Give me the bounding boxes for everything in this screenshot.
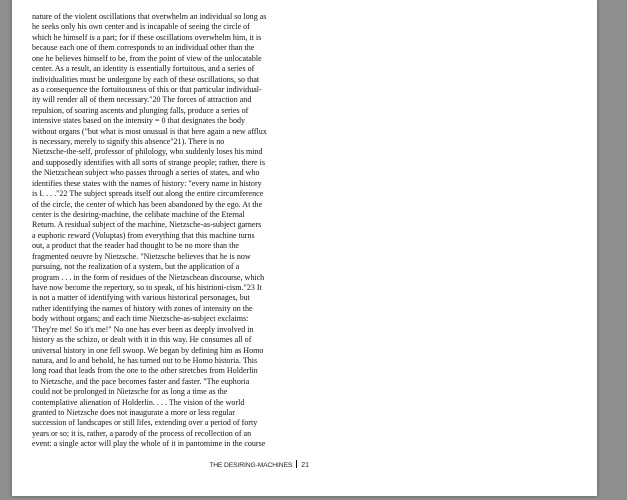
text-line: because each one of them corresponds to an individual other than the [32,43,255,53]
text-line: is not a matter of identifying with various historical personages, but [32,293,250,303]
text-line: 'They're me! So it's me!" No one has ever been as deeply involved in [32,324,254,334]
text-line: center. As a result, an identity is essentially fortuitous, and a series of [32,64,255,74]
text-line: identifies these states with the names of history: "every name in history [32,178,262,188]
text-line: have now become the repertory, so to speak, of his histrioni-cism."23 It [32,282,262,292]
text-line: fragmented oeuvre by Nietzsche. "Nietzsche believes that he is now [32,251,251,261]
footer-separator [296,460,297,468]
text-line: pursuing, not the realization of a system, but the application of a [32,262,240,272]
document-page [12,0,597,496]
text-line: granted to Nietzsche does not inaugurate a more or less regular [32,408,235,418]
text-line: succession of landscapes or still lifes, extending over a period of forty [32,418,258,428]
text-line: and supposedly identifies with all sorts of strange people; rather, there is [32,157,265,167]
text-line: ity will render all of them necessary."20 The forces of attraction and [32,95,252,105]
text-line: of the circle, the center of which has been abandoned by the ego. At the [32,199,263,209]
text-line: nature of the violent oscillations that overwhelm an individual so long as [32,12,267,21]
text-line: the Nietzschean subject who passes through a series of states, and who [32,168,260,178]
text-line: as a consequence the fortuitousness of this or that particular individual- [32,84,262,94]
text-line: contemplative alienation of Holderlin. . . . The vision of the world [32,397,245,407]
page-number: 21 [301,462,309,469]
text-line: is I. . . ."22 The subject spreads itself out along the entire circumference [32,189,264,199]
text-line: Nietzsche-the-self, professor of philology, who suddenly loses his mind [32,147,263,157]
text-line: years or so; it is, rather, a parody of the process of recollection of an [32,428,252,438]
text-line: long road that leads from the one to the other stretches from Holderlin [32,366,258,376]
text-line: program . . . in the form of residues of the Nietzschean discourse, which [32,272,265,282]
text-line: a euphoric reward (Voluptas) from everything that this machine turns [32,230,255,240]
text-line: is necessary, merely to signify this absence"21). There is no [32,137,225,147]
text-line: center is the desiring-machine, the celibate machine of the Eternal [32,210,245,220]
text-line: intensive states based on the intensity = 0 that designates the body [32,116,246,126]
text-line: history as the schizo, or dealt with it in this way. He consumes all of [32,335,252,345]
text-line: body without organs; and each time Nietzsche-as-subject exclaims: [32,314,249,324]
text-line: out, a product that the reader had thought to be no more than the [32,241,239,251]
text-line: universal history in one fell swoop. We began by defining him as Homo [32,345,264,355]
body-text [32,12,303,450]
text-line: to Nietzsche, and the pace becomes faster and faster. "The euphoria [32,376,250,386]
text-line: rather identifying the names of history with zones of intensity on the [32,303,253,313]
text-line: could not be prolonged in Nietzsche for as long a time as the [32,387,228,397]
text-line: repulsion, of soaring ascents and plunging falls, produce a series of [32,105,249,115]
running-footer-title: THE DESIRING-MACHINES [209,462,293,469]
text-line: individualities must be undergone by each of these oscillations, so that [32,74,260,84]
text-line: without organs ("but what is most unusual is that here again a new afflux [32,126,267,136]
page-footer [198,460,309,469]
text-line: one he believes himself to be, from the point of view of the unlocatable [32,53,262,63]
text-line: event: a single actor will play the whole of it in pantomime in the course [32,439,266,449]
text-line: natura, and lo and behold, he has turned out to be Homo historia. This [32,355,258,365]
text-line: Return. A residual subject of the machine, Nietzsche-as-subject garners [32,220,262,230]
text-line: he seeks only his own center and is incapable of seeing the circle of [32,22,250,32]
text-line: which he himself is a part; for if these oscillations overwhelm him, it is [32,32,262,42]
